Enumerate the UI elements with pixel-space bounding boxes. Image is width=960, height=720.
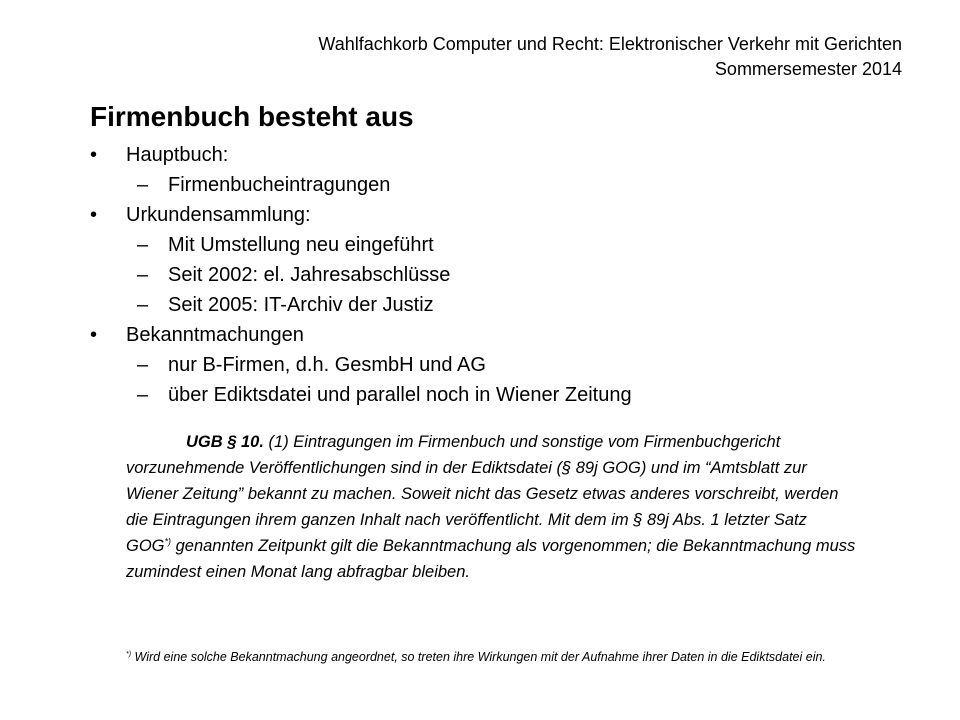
dash-icon: – — [137, 264, 149, 286]
dash-icon: – — [137, 234, 149, 256]
footnote-mark: *) — [126, 650, 132, 658]
law-reference: UGB § 10. — [186, 433, 264, 451]
sub-item — [90, 380, 632, 410]
bullet-item-hauptbuch — [90, 140, 632, 170]
sub-item-label: Seit 2005: IT-Archiv der Justiz — [168, 294, 434, 316]
sub-item-label: Seit 2002: el. Jahresabschlüsse — [168, 264, 451, 286]
bullet-icon: • — [90, 204, 98, 226]
sub-item — [90, 170, 632, 200]
sub-item-label: Firmenbucheintragungen — [168, 174, 391, 196]
footnote-mark: *) — [164, 536, 172, 547]
law-text-part2: genannten Zeitpunkt gilt die Bekanntmachung als vorgenommen; die Bekanntmachung muss zumindest einen Monat lang abfragbar bleiben. — [126, 537, 856, 581]
footnote-text: Wird eine solche Bekanntmachung angeordnet, so treten ihre Wirkungen mit der Aufnahme ihrer Daten in die Ediktsdatei ein. — [131, 650, 826, 664]
bullet-label: Urkundensammlung: — [126, 204, 311, 226]
course-title: Wahlfachkorb Computer und Recht: Elektronischer Verkehr mit Gerichten — [318, 34, 902, 54]
sub-item — [90, 260, 632, 290]
dash-icon: – — [137, 354, 149, 376]
footnote — [126, 648, 856, 667]
sub-item-label: über Ediktsdatei und parallel noch in Wiener Zeitung — [168, 384, 632, 406]
sub-item — [90, 230, 632, 260]
bullet-item-bekanntmachungen — [90, 320, 632, 350]
sub-item-label: Mit Umstellung neu eingeführt — [168, 234, 434, 256]
bullet-item-urkundensammlung — [90, 200, 632, 230]
sub-item — [90, 290, 632, 320]
law-quote — [126, 429, 856, 585]
bullet-icon: • — [90, 144, 98, 166]
sub-item — [90, 350, 632, 380]
bullet-icon: • — [90, 324, 98, 346]
outline-list — [90, 140, 632, 410]
dash-icon: – — [137, 174, 149, 196]
slide-title: Firmenbuch besteht aus — [90, 101, 414, 132]
semester-label: Sommersemester 2014 — [714, 59, 902, 79]
bullet-label: Bekanntmachungen — [126, 324, 304, 346]
slide-header — [318, 32, 902, 82]
bullet-label: Hauptbuch: — [126, 144, 229, 166]
law-text-part1: (1) Eintragungen im Firmenbuch und sonstige vom Firmenbuchgericht vorzunehmende Veröffentlichungen sind in der Ediktsdatei (§ 89j GOG) und im “Amtsblatt zur Wiener Zeitung” bekannt zu machen. Soweit nicht das Gesetz etwas anderes vorschreibt, werden die Eintragungen ihrem ganzen Inhalt nach veröffentlicht. Mit dem im § 89j Abs. 1 letzter Satz GOG — [126, 433, 839, 555]
sub-item-label: nur B-Firmen, d.h. GesmbH und AG — [168, 354, 486, 376]
dash-icon: – — [137, 384, 149, 406]
dash-icon: – — [137, 294, 149, 316]
